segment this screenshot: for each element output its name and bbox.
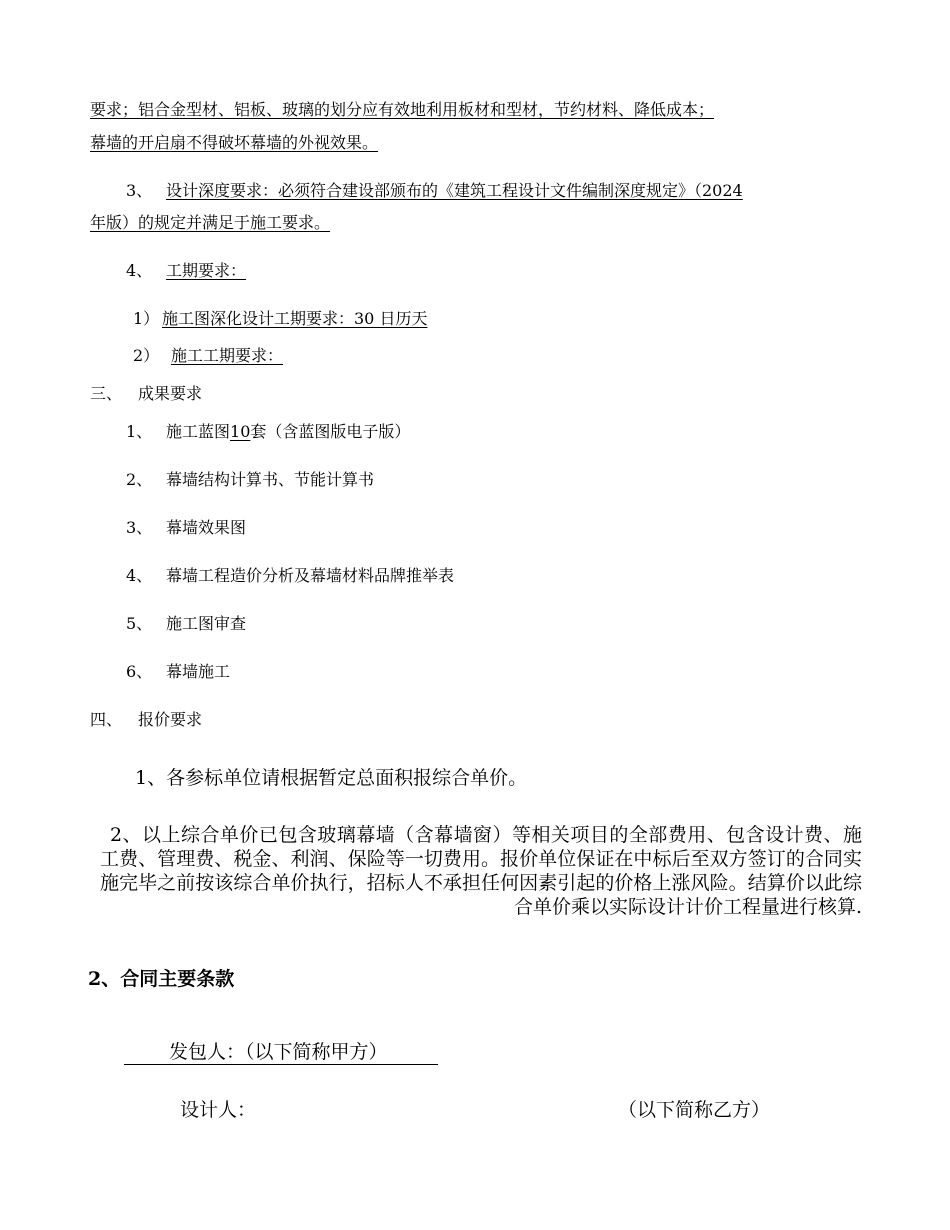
item-3-design-depth: 设计深度要求：必须符合建设部颁布的《建筑工程设计文件编制深度规定》（2024 [166, 181, 743, 200]
price-requirement-1: 1、各参标单位请根据暂定总面积报综合单价。 [135, 767, 528, 789]
item-4-schedule-title: 工期要求： [166, 261, 247, 280]
price-requirement-2: 2、以上综合单价已包含玻璃幕墙（含幕墙窗）等相关项目的全部费用、包含设计费、施工费、管理费、税金、利润、保险等一切费用。报价单位保证在中标后至双方签订的合同实施完毕之前按该综合单价执行，招标人不承担任何因素引起的价格上涨风险。结算价以此综合单价乘以实际设计计价工程量进行核算. [100, 824, 862, 918]
result-item-qty: 10 [230, 422, 251, 441]
result-item-number: 1、 [126, 422, 153, 441]
party-b-note: （以下简称乙方） [618, 1099, 771, 1121]
item-3-continuation: 年版）的规定并满足于施工要求。 [90, 213, 331, 232]
party-b-label: 设计人： [180, 1099, 257, 1121]
requirement-continuation-line-1: 要求；铝合金型材、铝板、玻璃的划分应有效地利用板材和型材，节约材料、降低成本； [90, 100, 715, 119]
party-a-line [124, 1040, 438, 1065]
section-4-title: 报价要求 [138, 710, 203, 729]
result-item-text: 施工蓝图10套（含蓝图版电子版） [166, 422, 411, 441]
result-item-text: 幕墙效果图 [166, 518, 247, 537]
subitem-1-number: 1） [133, 309, 160, 328]
result-item-text: 幕墙工程造价分析及幕墙材料品牌推举表 [166, 566, 455, 585]
item-4-number: 4、 [126, 261, 153, 280]
party-a-label: 发包人：（以下简称甲方） [169, 1041, 388, 1063]
section-3-number: 三、 [90, 384, 123, 403]
result-item-text: 施工图审查 [166, 614, 247, 633]
subitem-2-construction-period: 施工工期要求： [171, 346, 284, 365]
section-4-number: 四、 [90, 710, 123, 729]
result-item-number: 5、 [126, 614, 153, 633]
result-item-text: 幕墙施工 [166, 662, 231, 681]
result-item-text: 幕墙结构计算书、节能计算书 [166, 470, 375, 489]
subitem-1-design-period: 施工图深化设计工期要求：30 日历天 [162, 309, 428, 328]
subitem-2-number: 2） [133, 346, 160, 365]
section-3-title: 成果要求 [138, 384, 203, 403]
result-item-number: 6、 [126, 662, 153, 681]
item-3-number: 3、 [126, 181, 153, 200]
requirement-continuation-line-2: 幕墙的开启扇不得破坏幕墙的外视效果。 [90, 133, 379, 152]
result-item-number: 3、 [126, 518, 153, 537]
result-item-number: 4、 [126, 566, 153, 585]
contract-terms-heading: 2、合同主要条款 [88, 968, 235, 990]
result-item-number: 2、 [126, 470, 153, 489]
